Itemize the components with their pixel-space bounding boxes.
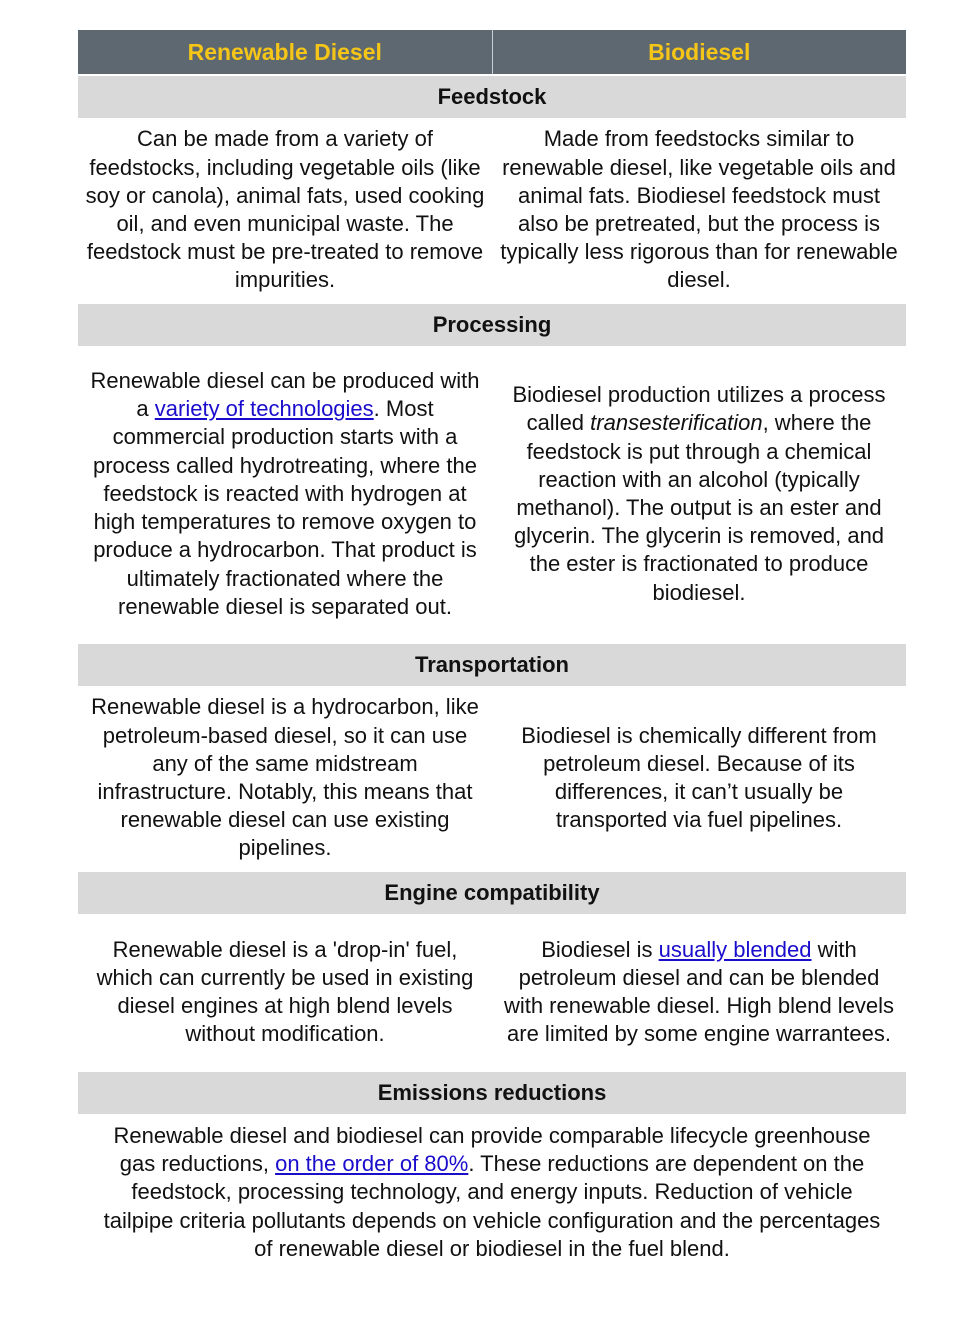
emissions-text: Renewable diesel and biodiesel can provide comparable lifecycle greenhouse gas reductions, xyxy=(113,1123,871,1177)
order-of-80-percent-link[interactable]: on the order of 80% xyxy=(275,1151,469,1177)
emissions-text-cont: . These reductions are dependent on the feedstock, processing technology, and energy inputs. Reduction of vehicle tailpipe criteria pollutants depends on vehicle configuration and the percentages of renewable diesel or biodiesel in the fuel blend. xyxy=(103,1151,881,1261)
renewable-engine-text: Renewable diesel is a 'drop-in' fuel, which can currently be used in existing diesel engines at high blend levels without modification. xyxy=(96,936,474,1047)
variety-of-technologies-link[interactable]: variety of technologies xyxy=(154,396,374,422)
biodiesel-engine-text: Biodiesel is xyxy=(541,936,659,962)
section-emissions-reductions: Emissions reductions xyxy=(78,1072,906,1114)
table-header xyxy=(78,30,906,74)
header-renewable-diesel: Renewable Diesel xyxy=(78,30,493,74)
row-feedstock xyxy=(78,118,906,302)
usually-blended-link[interactable]: usually blended xyxy=(658,936,812,962)
emissions-text-block xyxy=(78,1114,906,1263)
transesterification-term: transesterification xyxy=(590,410,763,436)
renewable-transportation-text: Renewable diesel is a hydrocarbon, like petroleum-based diesel, so it can use any of the same midstream infrastructure. Notably, this means that renewable diesel can use existing pipelines. xyxy=(91,694,479,861)
section-feedstock: Feedstock xyxy=(78,76,906,118)
renewable-processing-text: Renewable diesel can be produced with a xyxy=(90,368,480,422)
header-biodiesel: Biodiesel xyxy=(648,38,751,65)
biodiesel-feedstock-text: Made from feedstocks similar to renewable diesel, like vegetable oils and animal fats. Biodiesel feedstock must also be pretreated, but the process is typically less rigorous than for renewable diesel. xyxy=(500,126,898,293)
renewable-feedstock-text: Can be made from a variety of feedstocks, including vegetable oils (like soy or canola), animal fats, used cooking oil, and even municipal waste. The feedstock must be pre-treated to remove impurities. xyxy=(85,126,485,293)
section-transportation: Transportation xyxy=(78,644,906,686)
biodiesel-processing-cell xyxy=(492,346,906,642)
row-transportation xyxy=(78,686,906,870)
row-engine-compatibility xyxy=(78,914,906,1070)
biodiesel-engine-cell xyxy=(492,914,906,1070)
section-processing: Processing xyxy=(78,304,906,346)
comparison-table xyxy=(78,30,906,1263)
biodiesel-processing-text: Biodiesel production utilizes a process called xyxy=(512,382,886,436)
biodiesel-transportation-text: Biodiesel is chemically different from petroleum diesel. Because of its differences, it can’t usually be transported via fuel pipelines. xyxy=(521,722,877,833)
biodiesel-processing-text-cont: , where the feedstock is put through a chemical reaction with an alcohol (typically methanol). The output is an ester and glycerin. The glycerin is removed, and the ester is fractionated to produce biodiesel. xyxy=(513,410,885,605)
renewable-processing-text-cont: . Most commercial production starts with a process called hydrotreating, where the feedstock is reacted with hydrogen at high temperatures to remove oxygen to produce a hydrocarbon. That product is ultimately fractionated where the renewable diesel is separated out. xyxy=(93,396,477,619)
section-engine-compatibility: Engine compatibility xyxy=(78,872,906,914)
renewable-processing-cell xyxy=(78,346,492,642)
row-processing xyxy=(78,346,906,642)
biodiesel-engine-text-cont: with petroleum diesel and can be blended with renewable diesel. High blend levels are limited by some engine warrantees. xyxy=(503,936,895,1047)
